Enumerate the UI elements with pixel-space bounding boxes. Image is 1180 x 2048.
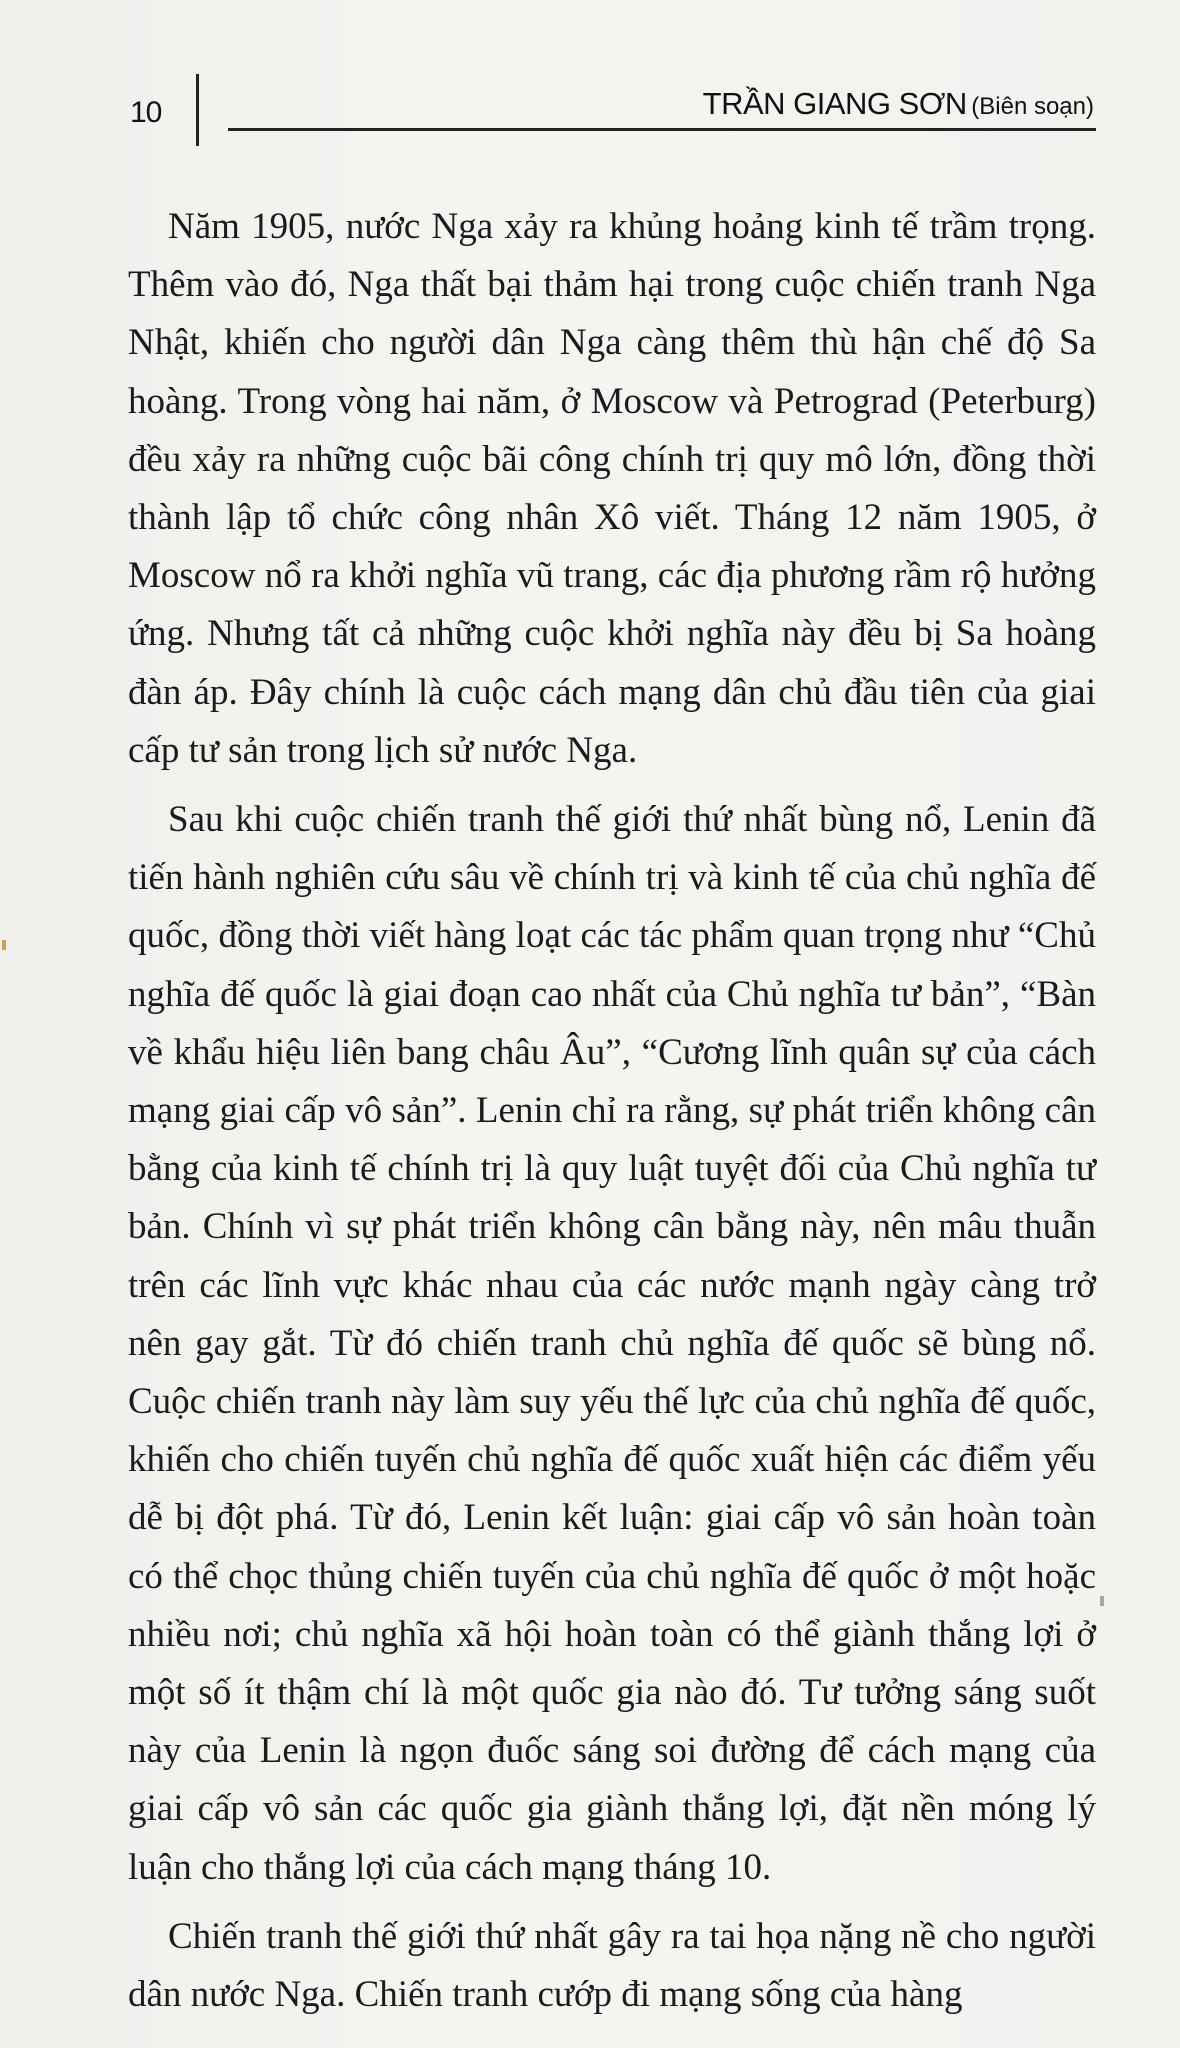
edge-mark [1100,1596,1104,1606]
header-divider-vertical [196,74,199,146]
edge-mark [2,940,6,950]
paragraph-wwi-impact: Chiến tranh thế giới thứ nhất gây ra tai họa nặng nề cho người dân nước Nga. Chiến tranh cướp đi mạng sống của hàng [128,1915,1096,2016]
paragraph-lenin-theory: Sau khi cuộc chiến tranh thế giới thứ nhất bùng nổ, Lenin đã tiến hành nghiên cứu sâu về chính trị và kinh tế của chủ nghĩa đế quốc, đồng thời viết hàng loạt các tác phẩm quan trọng như “Chủ nghĩa đế quốc là giai đoạn cao nhất của Chủ nghĩa tư bản”, “Bàn về khẩu hiệu liên bang châu Âu”, “Cương lĩnh quân sự của cách mạng giai cấp vô sản”. Lenin chỉ ra rằng, sự phát triển không cân bằng của kinh tế chính trị là quy luật tuyệt đối của Chủ nghĩa tư bản. Chính vì sự phát triển không cân bằng này, nên mâu thuẫn trên các lĩnh vực khác nhau của các nước mạnh ngày càng trở nên gay gắt. Từ đó chiến tranh chủ nghĩa đế quốc sẽ bùng nổ. Cuộc chiến tranh này làm suy yếu thế lực của chủ nghĩa đế quốc, khiến cho chiến tuyến chủ nghĩa đế quốc xuất hiện các điểm yếu dễ bị đột phá. Từ đó, Lenin kết luận: giai cấp vô sản hoàn toàn có thể chọc thủng chiến tuyến của chủ nghĩa đế quốc ở một hoặc nhiều nơi; chủ nghĩa xã hội hoàn toàn có thể giành thắng lợi ở một số ít thậm chí là một quốc gia nào đó. Tư tưởng sáng suốt này của Lenin là ngọn đuốc sáng soi đường để cách mạng của giai cấp vô sản các quốc gia giành thắng lợi, đặt nền móng lý luận cho thắng lợi của cách mạng tháng 10. [128,799,1096,1888]
running-head-role: (Biên soạn) [971,93,1094,120]
header-rule [228,128,1096,131]
page-number: 10 [130,96,162,129]
running-head-author: TRẦN GIANG SƠN [702,86,967,121]
body-text [128,198,1096,2035]
running-head [703,86,1094,122]
paragraph-1905-revolution: Năm 1905, nước Nga xảy ra khủng hoảng kinh tế trầm trọng. Thêm vào đó, Nga thất bại thảm hại trong cuộc chiến tranh Nga Nhật, khiến cho người dân Nga càng thêm thù hận chế độ Sa hoàng. Trong vòng hai năm, ở Moscow và Petrograd (Peterburg) đều xảy ra những cuộc bãi công chính trị quy mô lớn, đồng thời thành lập tổ chức công nhân Xô viết. Tháng 12 năm 1905, ở Moscow nổ ra khởi nghĩa vũ trang, các địa phương rầm rộ hưởng ứng. Nhưng tất cả những cuộc khởi nghĩa này đều bị Sa hoàng đàn áp. Đây chính là cuộc cách mạng dân chủ đầu tiên của giai cấp tư sản trong lịch sử nước Nga. [128,206,1096,771]
